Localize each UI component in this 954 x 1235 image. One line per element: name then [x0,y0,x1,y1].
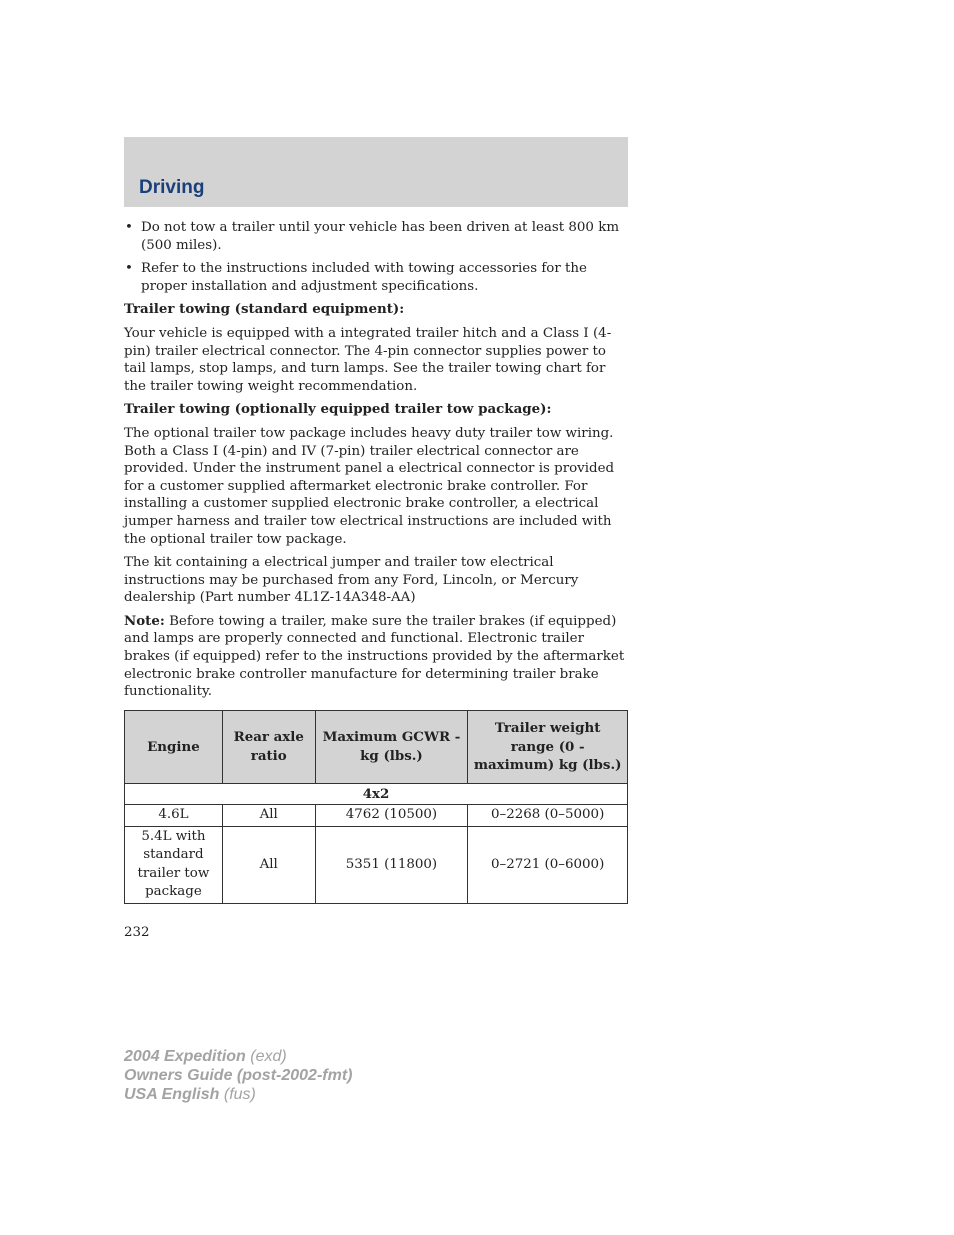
table-header-row [125,710,628,783]
drive-type-label: 4x2 [125,783,628,805]
footer-model: 2004 Expedition [124,1048,246,1065]
standard-towing-heading: Trailer towing (standard equipment): [124,301,405,318]
table-cell: All [222,826,315,903]
bullet-item [124,219,628,254]
bullet-text: Do not tow a trailer until your vehicle has been driven at least 800 km (500 miles). [141,220,620,253]
bullet-dot-icon: • [125,261,133,277]
footer-language: USA English [124,1086,220,1103]
table-cell: 4762 (10500) [315,805,468,827]
table-cell: All [222,805,315,827]
standard-towing-body: Your vehicle is equipped with a integrated trailer hitch and a Class I (4-pin) trailer electrical connector. The 4-pin connector supplies power to tail lamps, stop lamps, and turn lamps. See the trailer towing chart for the trailer towing weight recommendation. [124,325,612,394]
bullet-item [124,260,628,295]
optional-towing-heading: Trailer towing (optionally equipped trailer tow package): [124,401,552,418]
table-cell: 5.4L with standard trailer tow package [125,826,223,903]
section-title: Driving [139,177,205,198]
table-cell: 5351 (11800) [315,826,468,903]
table-cell: 0–2721 (0–6000) [468,826,628,903]
footer-language-code: (fus) [219,1086,256,1103]
trailer-towing-table [124,710,628,904]
note-paragraph [124,613,628,701]
bullet-text: Refer to the instructions included with towing accessories for the proper installation and adjustment specifications. [141,261,587,294]
table-row [125,805,628,827]
bullet-dot-icon: • [125,220,133,235]
document-footer [124,1047,352,1104]
page-content [124,219,628,904]
note-label: Note: [124,612,165,629]
footer-line [124,1047,352,1066]
column-header-engine: Engine [125,710,223,783]
page-number: 232 [124,925,150,940]
column-header-axle-ratio: Rear axle ratio [222,710,315,783]
table-cell: 4.6L [125,805,223,827]
note-text: Before towing a trailer, make sure the trailer brakes (if equipped) and lamps are properly connected and functional. Electronic trailer brakes (if equipped) refer to the instructions provided by the aftermarket electronic brake controller manufacture for determining trailer brake functionality. [124,613,625,700]
optional-towing-body: The optional trailer tow package includes heavy duty trailer tow wiring. Both a Class I (4-pin) and IV (7-pin) trailer electrical connector are provided. Under the instrument panel a electrical connector is provided for a customer supplied aftermarket electronic brake controller. For installing a customer supplied electronic brake controller, a electrical jumper harness and trailer tow electrical instructions are included with the optional trailer tow package. [124,425,615,547]
column-header-trailer-weight: Trailer weight range (0 - maximum) kg (lbs.) [468,710,628,783]
footer-line [124,1085,352,1104]
table-row [125,826,628,903]
table-cell: 0–2268 (0–5000) [468,805,628,827]
footer-model-code: (exd) [245,1048,287,1065]
section-header-band [124,137,628,207]
footer-guide: Owners Guide (post-2002-fmt) [124,1067,353,1084]
table-section-row [125,783,628,805]
footer-line [124,1066,352,1085]
column-header-max-gcwr: Maximum GCWR - kg (lbs.) [315,710,468,783]
kit-purchase-body: The kit containing a electrical jumper and trailer tow electrical instructions may be purchased from any Ford, Lincoln, or Mercury dealership (Part number 4L1Z-14A348-AA) [124,555,579,606]
